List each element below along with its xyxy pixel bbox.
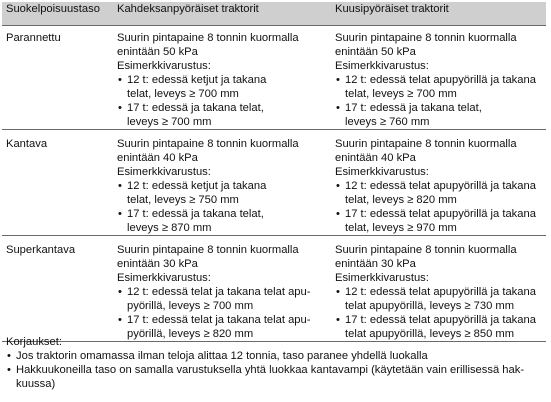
example-equipment-label: Esimerkkivarustus: — [335, 166, 429, 178]
note-item-continued: kuussa) — [16, 378, 56, 390]
example-equipment-label: Esimerkkivarustus: — [117, 166, 211, 178]
equipment-item-continued: telat, leveys ≥ 970 mm — [345, 222, 457, 234]
pressure-text: Suurin pintapaine 8 tonnin kuormalla — [117, 244, 299, 256]
level-cell — [2, 26, 113, 130]
equipment-item-continued: telat, leveys ≥ 700 mm — [345, 88, 457, 100]
equipment-item-continued: telat, leveys ≥ 750 mm — [127, 194, 239, 206]
equipment-item: • 12 t: edessä ketjut ja takana — [118, 180, 267, 192]
equipment-item-continued: leveys ≥ 870 mm — [127, 222, 212, 234]
level-name: Kantava — [6, 138, 48, 150]
pressure-limit: enintään 30 kPa — [335, 258, 416, 270]
six-wheel-cell — [331, 236, 546, 342]
pressure-limit: enintään 50 kPa — [117, 46, 198, 58]
example-equipment-label: Esimerkkivarustus: — [335, 272, 429, 284]
pressure-text: Suurin pintapaine 8 tonnin kuormalla — [335, 138, 517, 150]
equipment-item: • 17 t: edessä ja takana telat, — [118, 208, 264, 220]
equipment-item: • 12 t: edessä telat apupyörillä ja takana — [336, 74, 536, 86]
notes-title: Korjaukset: — [6, 336, 62, 348]
pressure-limit: enintään 30 kPa — [117, 258, 198, 270]
table-row — [2, 26, 546, 130]
note-item: • Hakkuukoneilla taso on samalla varustuksella yhtä luokkaa kantavampi (käytetään vain erillisessä hak- — [7, 364, 525, 376]
bullet-icon: • — [118, 314, 122, 326]
level-name: Parannettu — [6, 32, 61, 44]
eight-wheel-cell — [113, 236, 331, 342]
pressure-text: Suurin pintapaine 8 tonnin kuormalla — [117, 32, 299, 44]
level-name: Superkantava — [6, 244, 76, 256]
bullet-icon: • — [336, 208, 340, 220]
bullet-icon: • — [7, 350, 11, 362]
equipment-item-continued: telat, leveys ≥ 820 mm — [345, 194, 457, 206]
equipment-item-continued: telat, leveys ≥ 700 mm — [127, 88, 239, 100]
equipment-item-continued: pyörillä, leveys ≥ 820 mm — [127, 328, 254, 340]
equipment-item: • 17 t: edessä telat ja takana telat apu- — [118, 314, 311, 326]
pressure-limit: enintään 40 kPa — [335, 152, 416, 164]
bullet-icon: • — [118, 102, 122, 114]
eight-wheel-cell — [113, 130, 331, 236]
equipment-item: • 12 t: edessä ketjut ja takana — [118, 74, 267, 86]
corrections-notes — [6, 335, 546, 391]
bullet-icon: • — [336, 314, 340, 326]
bullet-icon: • — [7, 364, 11, 376]
table-row — [2, 236, 546, 342]
bullet-icon: • — [118, 208, 122, 220]
equipment-item: • 17 t: edessä ja takana telat, — [118, 102, 264, 114]
equipment-item: • 17 t: edessä ja takana telat, — [336, 102, 482, 114]
table-header-row — [2, 2, 546, 26]
example-equipment-label: Esimerkkivarustus: — [117, 272, 211, 284]
note-item: • Jos traktorin omamassa ilman teloja alittaa 12 tonnia, taso paranee yhdellä luokalla — [7, 350, 428, 362]
equipment-item: • 12 t: edessä telat apupyörillä ja takana — [336, 180, 536, 192]
equipment-item: • 17 t: edessä telat apupyörillä ja takana — [336, 208, 536, 220]
six-wheel-cell — [331, 26, 546, 130]
header-bearing-level: Suokelpoisuustaso — [2, 2, 113, 26]
equipment-item-continued: leveys ≥ 760 mm — [345, 116, 430, 128]
equipment-item-continued: telat apupyörillä, leveys ≥ 850 mm — [345, 328, 515, 340]
pressure-limit: enintään 50 kPa — [335, 46, 416, 58]
bullet-icon: • — [336, 74, 340, 86]
equipment-item: • 12 t: edessä telat apupyörillä ja takana — [336, 286, 536, 298]
pressure-text: Suurin pintapaine 8 tonnin kuormalla — [335, 244, 517, 256]
pressure-limit: enintään 40 kPa — [117, 152, 198, 164]
level-cell — [2, 236, 113, 342]
example-equipment-label: Esimerkkivarustus: — [335, 60, 429, 72]
header-six-wheel-tractors: Kuusipyöräiset traktorit — [331, 2, 546, 26]
table-row — [2, 130, 546, 236]
bullet-icon: • — [336, 102, 340, 114]
level-cell — [2, 130, 113, 236]
header-eight-wheel-tractors: Kahdeksanpyöräiset traktorit — [113, 2, 331, 26]
bullet-icon: • — [118, 286, 122, 298]
six-wheel-cell — [331, 130, 546, 236]
equipment-item: • 17 t: edessä telat apupyörillä ja takana — [336, 314, 536, 326]
bullet-icon: • — [336, 286, 340, 298]
equipment-item-continued: leveys ≥ 700 mm — [127, 116, 212, 128]
eight-wheel-cell — [113, 26, 331, 130]
bullet-icon: • — [118, 74, 122, 86]
pressure-text: Suurin pintapaine 8 tonnin kuormalla — [117, 138, 299, 150]
bearing-level-table — [2, 2, 546, 342]
equipment-item-continued: telat apupyörillä, leveys ≥ 730 mm — [345, 300, 515, 312]
bullet-icon: • — [118, 180, 122, 192]
pressure-text: Suurin pintapaine 8 tonnin kuormalla — [335, 32, 517, 44]
example-equipment-label: Esimerkkivarustus: — [117, 60, 211, 72]
bullet-icon: • — [336, 180, 340, 192]
equipment-item-continued: pyörillä, leveys ≥ 700 mm — [127, 300, 254, 312]
equipment-item: • 12 t: edessä telat ja takana telat apu- — [118, 286, 311, 298]
